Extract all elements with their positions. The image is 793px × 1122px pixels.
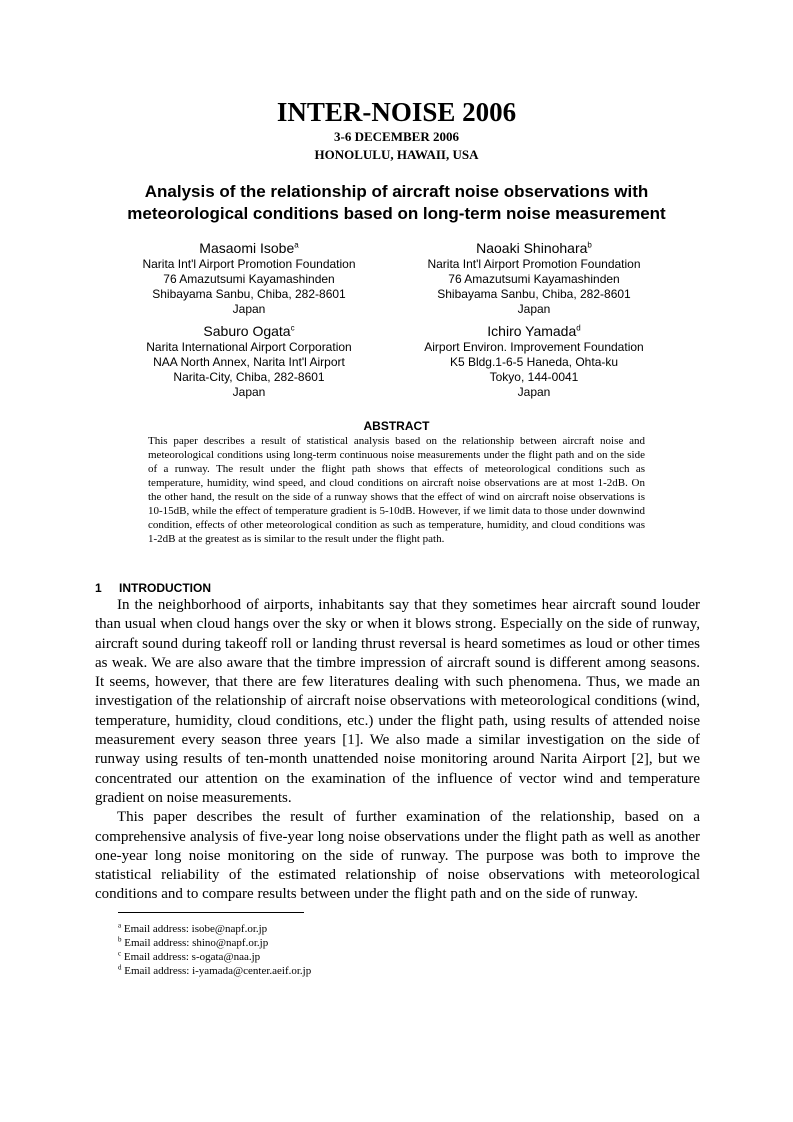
author-block-isobe: [99, 239, 399, 317]
author-address: Shibayama Sanbu, Chiba, 282-8601: [152, 287, 346, 301]
footnote: $^a$ Email address: isobe@napf.or.jp: [118, 921, 268, 935]
author-affiliation: Airport Environ. Improvement Foundation: [424, 340, 644, 354]
section-heading: [95, 581, 211, 596]
author-address: K5 Bldg.1-6-5 Haneda, Ohta-ku: [449, 355, 619, 369]
body-paragraph: This paper describes the result of further examination of the relationship, based on a comprehensive analysis of five-year long noise observations under the flight path as well as another one-year long noise monitoring on the side of runway. The purpose was both to improve the statistical reliability of the estimated relationship of noise observations with meteorological conditions and to compare results between under the flight path and on the side of runway.: [95, 809, 700, 903]
abstract-text: [148, 434, 645, 546]
author-block-yamada: [384, 322, 684, 400]
author-mark: a: [294, 240, 299, 250]
footnote-mark: b: [118, 935, 122, 944]
paper-title-line-1: Analysis of the relationship of aircraft noise observations with: [144, 182, 649, 201]
paper-title-line-2: meteorological conditions based on long-term noise measurement: [127, 204, 666, 223]
author-block-ogata: [99, 322, 399, 400]
abstract-paragraph: This paper describes a result of statistical analysis based on the relationship between aircraft noise and meteorological conditions using long-term continuous noise measurements under the flight path and on the side of a runway. The result under the flight path shows that effects of meteorological conditions such as temperature, humidity, wind speed, and cloud conditions on aircraft noise observations are at most 1-2dB. On the other hand, the result on the side of a runway shows that the effect of wind on aircraft noise observations is 10-15dB, while the effect of temperature gradient is 5-10dB. However, if we limit data to those under downwind condition, effects of other meteorological condition as such as temperature, humidity, and cloud conditions was 1-2dB at the greatest as is similar to the result under the flight path.: [148, 435, 645, 545]
author-country: Japan: [232, 302, 266, 316]
conference-place: HONOLULU, HAWAII, USA: [314, 147, 479, 162]
paper-title: [60, 181, 733, 225]
author-mark: d: [576, 323, 581, 333]
author-country: Japan: [517, 302, 551, 316]
abstract-heading: ABSTRACT: [363, 419, 430, 433]
footnote: $^b$ Email address: shino@napf.or.jp: [118, 935, 269, 949]
author-mark: c: [290, 323, 295, 333]
author-mark: b: [587, 240, 592, 250]
footnote-mark: d: [118, 963, 122, 972]
author-name: Saburo Ogata$^c$: [203, 323, 295, 339]
author-name: Ichiro Yamada$^d$: [487, 323, 581, 339]
author-address: 76 Amazutsumi Kayamashinden: [163, 272, 335, 286]
author-country: Japan: [517, 385, 551, 399]
footnotes: [118, 922, 518, 978]
author-country: Japan: [232, 385, 266, 399]
author-affiliation: Narita Int'l Airport Promotion Foundation: [142, 257, 356, 271]
author-address: Shibayama Sanbu, Chiba, 282-8601: [437, 287, 631, 301]
author-affiliation: Narita International Airport Corporation: [146, 340, 352, 354]
introduction-body: [95, 596, 700, 905]
footnote-divider: [118, 912, 304, 913]
author-affiliation: Narita Int'l Airport Promotion Foundation: [427, 257, 641, 271]
author-address: 76 Amazutsumi Kayamashinden: [448, 272, 620, 286]
author-name: Naoaki Shinohara$^b$: [476, 240, 592, 256]
author-address: Tokyo, 144-0041: [489, 370, 579, 384]
footnote-mark: c: [118, 949, 122, 958]
author-address: NAA North Annex, Narita Int'l Airport: [153, 355, 345, 369]
section-title: INTRODUCTION: [119, 581, 211, 595]
section-number: 1: [95, 581, 102, 595]
author-name: Masaomi Isobe$^a$: [199, 240, 299, 256]
conference-date: 3-6 DECEMBER 2006: [334, 129, 459, 144]
conference-title: INTER-NOISE 2006: [276, 97, 517, 127]
footnote: $^d$ Email address: i-yamada@center.aeif.or.jp: [118, 963, 312, 977]
footnote-mark: a: [118, 921, 122, 930]
author-address: Narita-City, Chiba, 282-8601: [173, 370, 325, 384]
body-paragraph: In the neighborhood of airports, inhabitants say that they sometimes hear aircraft sound louder than usual when cloud hangs over the sky or when it blows strong. Especially on the side of runway, aircraft sound during takeoff roll or landing thrust reversal is heard sometimes as loud or other times as weak. We are also aware that the timbre impression of aircraft sound is different among seasons. It seems, however, that there are few literatures dealing with such phenomena. Thus, we made an investigation of the relationship of aircraft noise observations with meteorological conditions (wind, temperature, humidity, cloud conditions, etc.) under the flight path, using results of attended noise measurement every season three years [1]. We also made a similar investigation on the side of runway using results of ten-month unattended noise monitoring around Narita Airport [2], but we concentrated our attention on the examination of the influence of vector wind and temperature gradient on noise measurements.: [95, 597, 700, 806]
author-block-shinohara: [384, 239, 684, 317]
footnote: $^c$ Email address: s-ogata@naa.jp: [118, 949, 261, 963]
